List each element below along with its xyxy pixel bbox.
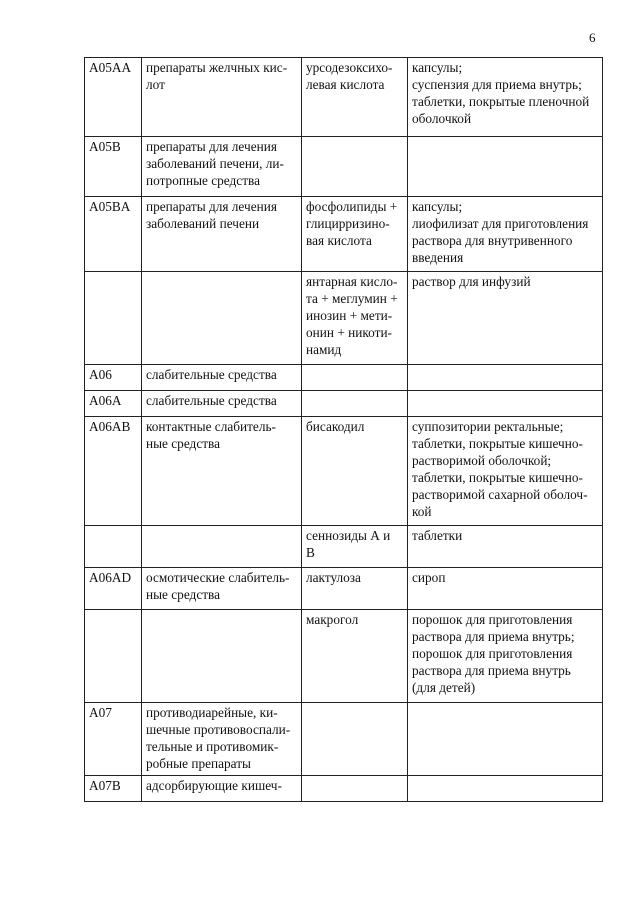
table-row xyxy=(85,526,603,568)
group-cell: препараты желчных кис- лот xyxy=(142,58,302,137)
page-number: 6 xyxy=(589,30,596,45)
dosage-forms-cell xyxy=(408,776,603,802)
group-cell: контактные слабитель- ные средства xyxy=(142,417,302,526)
substance-cell: лактулоза xyxy=(302,568,408,610)
atc-code-cell: A05AA xyxy=(85,58,142,137)
substance-cell xyxy=(302,776,408,802)
substance-cell: сеннозиды А и В xyxy=(302,526,408,568)
substance-cell: янтарная кисло- та + меглумин + инозин + мети- онин + никоти- намид xyxy=(302,272,408,365)
group-cell: слабительные средства xyxy=(142,391,302,417)
group-cell: адсорбирующие кишеч- xyxy=(142,776,302,802)
table-row xyxy=(85,272,603,365)
substance-cell xyxy=(302,137,408,197)
group-cell: препараты для лечения заболеваний печени, ли- потропные средства xyxy=(142,137,302,197)
dosage-forms-cell: капсулы; лиофилизат для приготовления раствора для внутривенного введения xyxy=(408,197,603,272)
atc-code-cell xyxy=(85,526,142,568)
atc-code-cell xyxy=(85,610,142,703)
group-cell: противодиарейные, ки- шечные противовоспали- тельные и противомик- робные препараты xyxy=(142,703,302,776)
table-row xyxy=(85,417,603,526)
atc-code-cell: A06A xyxy=(85,391,142,417)
atc-code-cell: A06AB xyxy=(85,417,142,526)
dosage-forms-cell: капсулы; суспензия для приема внутрь; таблетки, покрытые пленочной оболочкой xyxy=(408,58,603,137)
drug-classification-table xyxy=(84,57,603,802)
atc-code-cell: A06 xyxy=(85,365,142,391)
substance-cell: макрогол xyxy=(302,610,408,703)
table-row xyxy=(85,568,603,610)
group-cell: слабительные средства xyxy=(142,365,302,391)
group-cell: осмотические слабитель- ные средства xyxy=(142,568,302,610)
atc-code-cell: A06AD xyxy=(85,568,142,610)
atc-code-cell: A05B xyxy=(85,137,142,197)
dosage-forms-cell xyxy=(408,703,603,776)
table-row xyxy=(85,610,603,703)
group-cell xyxy=(142,272,302,365)
dosage-forms-cell: раствор для инфузий xyxy=(408,272,603,365)
substance-cell xyxy=(302,391,408,417)
substance-cell: бисакодил xyxy=(302,417,408,526)
substance-cell: урсодезоксихо- левая кислота xyxy=(302,58,408,137)
dosage-forms-cell xyxy=(408,391,603,417)
group-cell xyxy=(142,610,302,703)
dosage-forms-cell xyxy=(408,137,603,197)
substance-cell: фосфолипиды + глицирризино- вая кислота xyxy=(302,197,408,272)
table-row xyxy=(85,703,603,776)
group-cell xyxy=(142,526,302,568)
group-cell: препараты для лечения заболеваний печени xyxy=(142,197,302,272)
atc-code-cell: A07 xyxy=(85,703,142,776)
atc-code-cell xyxy=(85,272,142,365)
atc-code-cell: A07B xyxy=(85,776,142,802)
table-row xyxy=(85,776,603,802)
table-row xyxy=(85,365,603,391)
dosage-forms-cell: суппозитории ректальные; таблетки, покрытые кишечно- растворимой оболочкой; таблетки, покрытые кишечно- растворимой сахарной оболоч- кой xyxy=(408,417,603,526)
atc-code-cell: A05BA xyxy=(85,197,142,272)
substance-cell xyxy=(302,703,408,776)
dosage-forms-cell: таблетки xyxy=(408,526,603,568)
dosage-forms-cell: порошок для приготовления раствора для приема внутрь; порошок для приготовления раствора для приема внутрь (для детей) xyxy=(408,610,603,703)
substance-cell xyxy=(302,365,408,391)
table-row xyxy=(85,197,603,272)
table-row xyxy=(85,58,603,137)
table-row xyxy=(85,137,603,197)
dosage-forms-cell xyxy=(408,365,603,391)
table-row xyxy=(85,391,603,417)
dosage-forms-cell: сироп xyxy=(408,568,603,610)
